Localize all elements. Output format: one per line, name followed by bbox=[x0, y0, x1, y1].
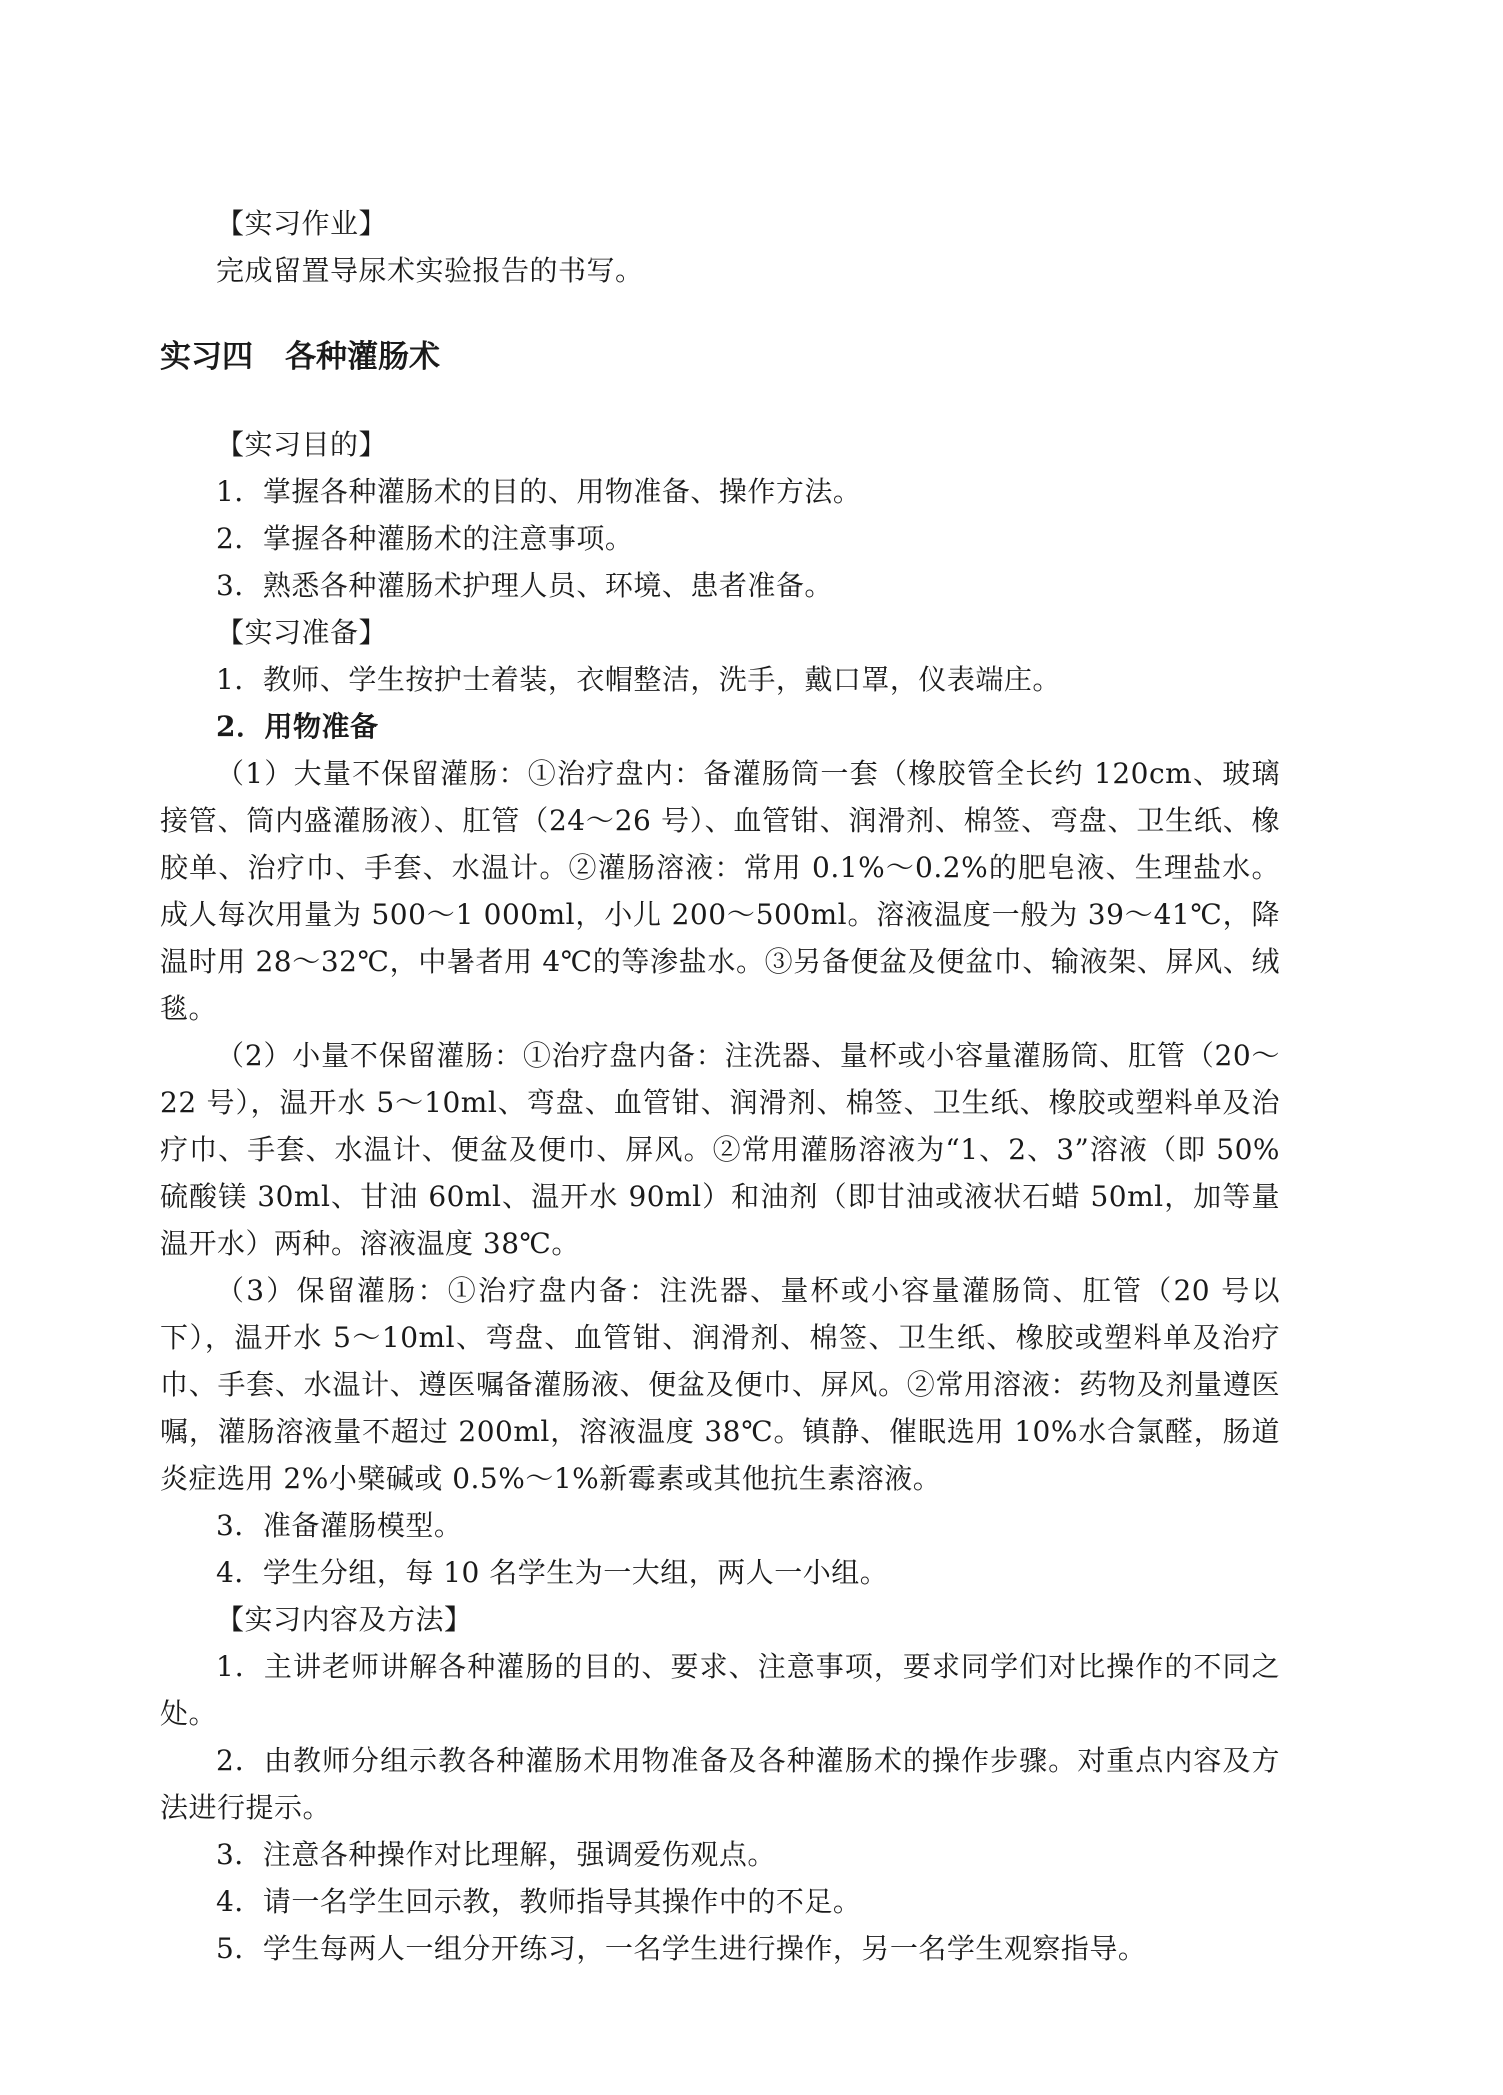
objective-item: 2．掌握各种灌肠术的注意事项。 bbox=[216, 522, 634, 555]
content-item: 2．由教师分组示教各种灌肠术用物准备及各种灌肠术的操作步骤。对重点内容及方法进行提示。 bbox=[160, 1744, 1280, 1824]
chapter-title bbox=[160, 334, 1280, 381]
preparation-heading: 【实习准备】 bbox=[216, 616, 388, 649]
objective-item: 3．熟悉各种灌肠术护理人员、环境、患者准备。 bbox=[216, 569, 833, 602]
content-heading: 【实习内容及方法】 bbox=[216, 1603, 473, 1636]
preparation-sub-paragraph: （1）大量不保留灌肠：①治疗盘内：备灌肠筒一套（橡胶管全长约 120cm、玻璃接管、筒内盛灌肠液）、肛管（24～26 号）、血管钳、润滑剂、棉签、弯盘、卫生纸、橡胶单、治疗巾、手套、水温计。②灌肠溶液：常用 0.1%～0.2%的肥皂液、生理盐水。成人每次用量为 500～1 000ml，小儿 200～500ml。溶液温度一般为 39～41℃，降温时用 28～32℃，中暑者用 4℃的等渗盐水。③另备便盆及便盆巾、输液架、屏风、绒毯。 bbox=[160, 757, 1280, 1025]
objectives-heading: 【实习目的】 bbox=[216, 428, 388, 461]
chapter-name: 各种灌肠术 bbox=[285, 339, 440, 375]
preparation-sub-paragraph: （2）小量不保留灌肠：①治疗盘内备：注洗器、量杯或小容量灌肠筒、肛管（20～22 号），温开水 5～10ml、弯盘、血管钳、润滑剂、棉签、卫生纸、橡胶或塑料单及治疗巾、手套、水温计、便盆及便巾、屏风。②常用灌肠溶液为“1、2、3”溶液（即 50%硫酸镁 30ml、甘油 60ml、温开水 90ml）和油剂（即甘油或液状石蜡 50ml，加等量温开水）两种。溶液温度 38℃。 bbox=[160, 1039, 1280, 1260]
content-item: 3．注意各种操作对比理解，强调爱伤观点。 bbox=[216, 1838, 776, 1871]
content-item: 4．请一名学生回示教，教师指导其操作中的不足。 bbox=[216, 1885, 862, 1918]
chapter-number: 实习四 bbox=[160, 339, 253, 375]
homework-text: 完成留置导尿术实验报告的书写。 bbox=[216, 254, 644, 287]
content-item: 5．学生每两人一组分开练习，一名学生进行操作，另一名学生观察指导。 bbox=[216, 1932, 1147, 1965]
preparation-item-supplies: 2．用物准备 bbox=[216, 710, 379, 743]
document-page bbox=[160, 200, 1280, 1972]
objective-item: 1．掌握各种灌肠术的目的、用物准备、操作方法。 bbox=[216, 475, 862, 508]
preparation-sub-paragraph: （3）保留灌肠：①治疗盘内备：注洗器、量杯或小容量灌肠筒、肛管（20 号以下），温开水 5～10ml、弯盘、血管钳、润滑剂、棉签、卫生纸、橡胶或塑料单及治疗巾、手套、水温计、遵医嘱备灌肠液、便盆及便巾、屏风。②常用溶液：药物及剂量遵医嘱，灌肠溶液量不超过 200ml，溶液温度 38℃。镇静、催眠选用 10%水合氯醛，肠道炎症选用 2%小檗碱或 0.5%～1%新霉素或其他抗生素溶液。 bbox=[160, 1274, 1280, 1495]
preparation-item: 3．准备灌肠模型。 bbox=[216, 1509, 463, 1542]
content-item: 1．主讲老师讲解各种灌肠的目的、要求、注意事项，要求同学们对比操作的不同之处。 bbox=[160, 1650, 1280, 1730]
preparation-item: 4．学生分组，每 10 名学生为一大组，两人一小组。 bbox=[216, 1556, 889, 1589]
preparation-item: 1．教师、学生按护士着装，衣帽整洁，洗手，戴口罩，仪表端庄。 bbox=[216, 663, 1061, 696]
homework-heading: 【实习作业】 bbox=[216, 207, 388, 240]
